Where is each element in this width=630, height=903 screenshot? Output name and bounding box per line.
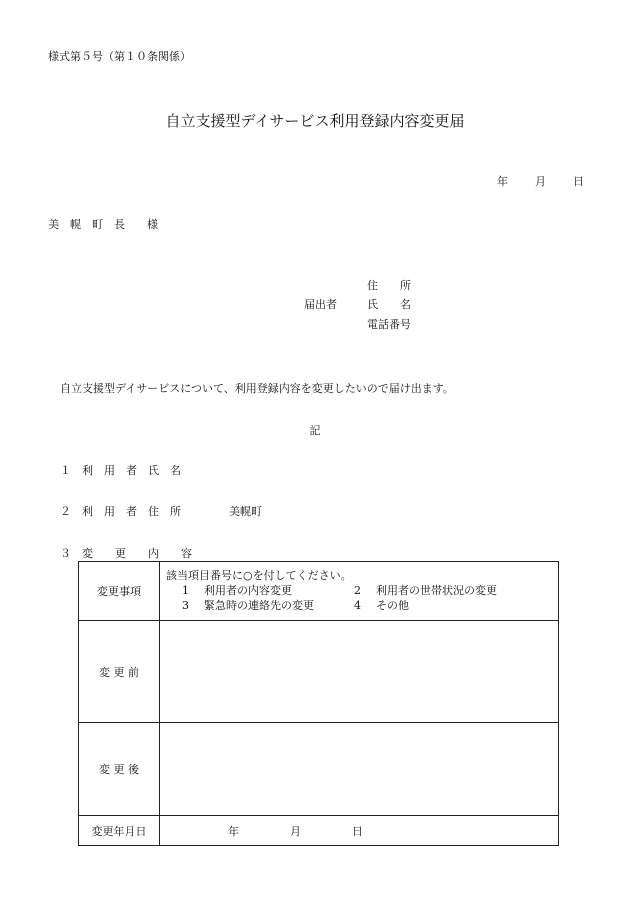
instruction-text: 該当項目番号に○を付してください。 xyxy=(166,569,352,582)
after-label: 変 更 後 xyxy=(79,723,160,816)
item-user-address: ２ 利 用 者 住 所 xyxy=(60,505,181,518)
option-2[interactable]: 2 利用者の世帯状況の変更 xyxy=(354,584,497,597)
option-3[interactable]: 3 緊急時の連絡先の変更 xyxy=(182,599,314,612)
addressee: 美 幌 町 長 様 xyxy=(48,218,158,231)
table-row-change-date xyxy=(79,816,559,846)
document-title: 自立支援型デイサービス利用登録内容変更届 xyxy=(165,112,465,130)
item-change-content: ３ 変 更 内 容 xyxy=(60,547,192,560)
phone-label: 電話番号 xyxy=(367,318,411,331)
change-date-month: 月 xyxy=(290,824,301,838)
applicant-label: 届出者 xyxy=(304,298,337,311)
date-year: 年 xyxy=(497,175,508,188)
change-date-field[interactable] xyxy=(160,816,559,846)
submission-date xyxy=(497,173,584,189)
table-row-change-items xyxy=(79,562,559,621)
body-text: 自立支援型デイサービスについて、利用登録内容を変更したいので届け出ます。 xyxy=(60,382,454,395)
before-label: 変 更 前 xyxy=(79,621,160,723)
change-items-options xyxy=(160,562,559,621)
ki-heading: 記 xyxy=(309,424,321,437)
item-user-address-value: 美幌町 xyxy=(229,505,262,518)
date-month: 月 xyxy=(535,175,546,188)
item-user-name: １ 利 用 者 氏 名 xyxy=(60,464,181,477)
date-day: 日 xyxy=(573,175,584,188)
table-row-after xyxy=(79,723,559,816)
change-date-day: 日 xyxy=(352,824,363,838)
change-items-label: 変更事項 xyxy=(79,562,160,621)
change-date-year: 年 xyxy=(228,824,239,838)
form-number: 様式第５号（第１０条関係） xyxy=(48,50,191,63)
name-label: 氏 名 xyxy=(367,298,411,311)
before-field[interactable] xyxy=(160,621,559,723)
address-label: 住 所 xyxy=(367,279,411,292)
option-1[interactable]: 1 利用者の内容変更 xyxy=(182,584,292,597)
table-row-before xyxy=(79,621,559,723)
option-4[interactable]: 4 その他 xyxy=(354,599,409,612)
after-field[interactable] xyxy=(160,723,559,816)
change-table xyxy=(78,561,559,846)
change-date-label: 変更年月日 xyxy=(79,816,160,846)
